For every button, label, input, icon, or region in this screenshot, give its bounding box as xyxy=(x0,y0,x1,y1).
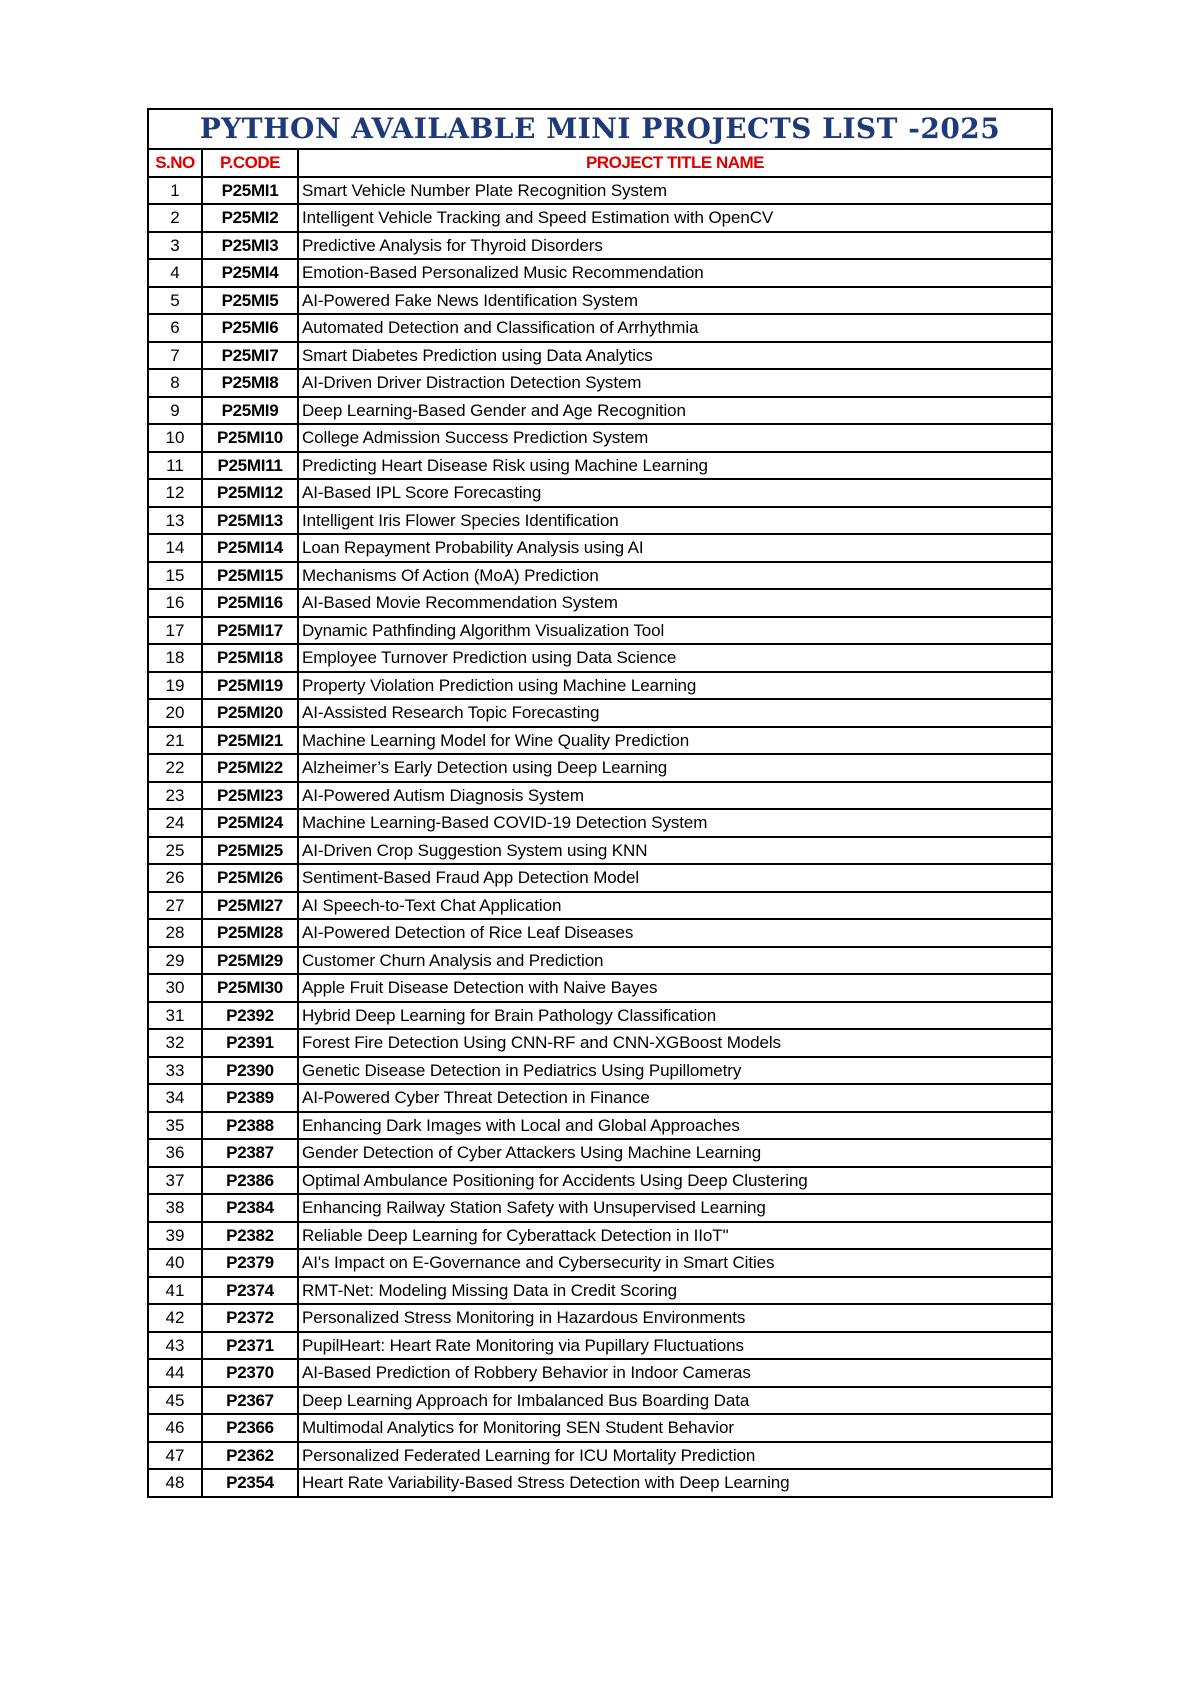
row-project-code: P25MI21 xyxy=(202,727,298,755)
row-sno: 15 xyxy=(148,562,202,590)
row-sno: 22 xyxy=(148,754,202,782)
row-project-code: P25MI11 xyxy=(202,452,298,480)
row-sno: 36 xyxy=(148,1139,202,1167)
table-row xyxy=(148,342,1052,370)
row-project-title: AI-Driven Crop Suggestion System using KNN xyxy=(298,837,1052,865)
table-row xyxy=(148,479,1052,507)
table-row xyxy=(148,1057,1052,1085)
row-project-code: P25MI12 xyxy=(202,479,298,507)
row-sno: 16 xyxy=(148,589,202,617)
row-project-title: Mechanisms Of Action (MoA) Prediction xyxy=(298,562,1052,590)
row-project-code: P2384 xyxy=(202,1194,298,1222)
row-project-code: P25MI5 xyxy=(202,287,298,315)
row-sno: 48 xyxy=(148,1469,202,1497)
row-project-title: Employee Turnover Prediction using Data Science xyxy=(298,644,1052,672)
row-project-title: Predicting Heart Disease Risk using Machine Learning xyxy=(298,452,1052,480)
row-sno: 32 xyxy=(148,1029,202,1057)
row-project-code: P25MI24 xyxy=(202,809,298,837)
row-project-code: P25MI19 xyxy=(202,672,298,700)
row-project-code: P2374 xyxy=(202,1277,298,1305)
row-sno: 46 xyxy=(148,1414,202,1442)
row-sno: 28 xyxy=(148,919,202,947)
table-row xyxy=(148,727,1052,755)
title-row xyxy=(148,109,1052,149)
row-project-title: Automated Detection and Classification of Arrhythmia xyxy=(298,314,1052,342)
row-project-title: Genetic Disease Detection in Pediatrics Using Pupillometry xyxy=(298,1057,1052,1085)
row-project-code: P2391 xyxy=(202,1029,298,1057)
row-project-title: Intelligent Vehicle Tracking and Speed Estimation with OpenCV xyxy=(298,204,1052,232)
table-row xyxy=(148,1414,1052,1442)
row-project-title: Predictive Analysis for Thyroid Disorders xyxy=(298,232,1052,260)
row-project-title: Machine Learning-Based COVID-19 Detection System xyxy=(298,809,1052,837)
row-sno: 42 xyxy=(148,1304,202,1332)
row-sno: 11 xyxy=(148,452,202,480)
table-row xyxy=(148,424,1052,452)
row-project-title: Intelligent Iris Flower Species Identification xyxy=(298,507,1052,535)
table-row xyxy=(148,1249,1052,1277)
row-sno: 45 xyxy=(148,1387,202,1415)
row-project-code: P25MI18 xyxy=(202,644,298,672)
page-title: PYTHON AVAILABLE MINI PROJECTS LIST -2025 xyxy=(148,109,1052,149)
row-project-title: AI-Based Movie Recommendation System xyxy=(298,589,1052,617)
row-project-code: P25MI2 xyxy=(202,204,298,232)
row-sno: 18 xyxy=(148,644,202,672)
row-project-code: P25MI10 xyxy=(202,424,298,452)
row-project-code: P25MI29 xyxy=(202,947,298,975)
row-sno: 33 xyxy=(148,1057,202,1085)
row-sno: 2 xyxy=(148,204,202,232)
table-row xyxy=(148,1002,1052,1030)
row-project-title: Deep Learning Approach for Imbalanced Bus Boarding Data xyxy=(298,1387,1052,1415)
row-sno: 12 xyxy=(148,479,202,507)
row-project-title: Emotion-Based Personalized Music Recommendation xyxy=(298,259,1052,287)
table-row xyxy=(148,782,1052,810)
row-project-title: PupilHeart: Heart Rate Monitoring via Pupillary Fluctuations xyxy=(298,1332,1052,1360)
row-project-code: P25MI22 xyxy=(202,754,298,782)
row-project-title: Optimal Ambulance Positioning for Accidents Using Deep Clustering xyxy=(298,1167,1052,1195)
row-sno: 25 xyxy=(148,837,202,865)
table-row xyxy=(148,232,1052,260)
table-row xyxy=(148,1469,1052,1497)
row-project-code: P25MI4 xyxy=(202,259,298,287)
row-sno: 7 xyxy=(148,342,202,370)
row-project-code: P2386 xyxy=(202,1167,298,1195)
row-project-code: P2372 xyxy=(202,1304,298,1332)
table-row xyxy=(148,204,1052,232)
row-sno: 41 xyxy=(148,1277,202,1305)
row-sno: 35 xyxy=(148,1112,202,1140)
row-project-title: Heart Rate Variability-Based Stress Detection with Deep Learning xyxy=(298,1469,1052,1497)
table-row xyxy=(148,287,1052,315)
row-project-code: P2388 xyxy=(202,1112,298,1140)
row-project-code: P2362 xyxy=(202,1442,298,1470)
row-project-title: AI-Powered Detection of Rice Leaf Diseases xyxy=(298,919,1052,947)
row-project-title: Alzheimer’s Early Detection using Deep Learning xyxy=(298,754,1052,782)
table-row xyxy=(148,864,1052,892)
row-project-title: Customer Churn Analysis and Prediction xyxy=(298,947,1052,975)
table-row xyxy=(148,259,1052,287)
row-project-title: Enhancing Dark Images with Local and Global Approaches xyxy=(298,1112,1052,1140)
row-sno: 26 xyxy=(148,864,202,892)
row-project-code: P2382 xyxy=(202,1222,298,1250)
table-row xyxy=(148,919,1052,947)
table-row xyxy=(148,809,1052,837)
row-project-title: Property Violation Prediction using Machine Learning xyxy=(298,672,1052,700)
table-row xyxy=(148,1084,1052,1112)
table-row xyxy=(148,947,1052,975)
row-sno: 5 xyxy=(148,287,202,315)
row-sno: 40 xyxy=(148,1249,202,1277)
row-project-code: P2366 xyxy=(202,1414,298,1442)
row-project-title: AI-Powered Fake News Identification System xyxy=(298,287,1052,315)
row-sno: 44 xyxy=(148,1359,202,1387)
row-project-title: AI-Driven Driver Distraction Detection System xyxy=(298,369,1052,397)
table-row xyxy=(148,534,1052,562)
table-row xyxy=(148,177,1052,205)
row-project-title: AI Speech-to-Text Chat Application xyxy=(298,892,1052,920)
column-header-title: PROJECT TITLE NAME xyxy=(298,149,1052,177)
row-project-code: P25MI20 xyxy=(202,699,298,727)
row-sno: 6 xyxy=(148,314,202,342)
row-sno: 20 xyxy=(148,699,202,727)
row-sno: 39 xyxy=(148,1222,202,1250)
table-row xyxy=(148,1222,1052,1250)
row-sno: 13 xyxy=(148,507,202,535)
table-row xyxy=(148,1442,1052,1470)
column-header-code: P.CODE xyxy=(202,149,298,177)
row-project-code: P2379 xyxy=(202,1249,298,1277)
table-row xyxy=(148,1387,1052,1415)
row-project-code: P25MI14 xyxy=(202,534,298,562)
row-project-code: P25MI6 xyxy=(202,314,298,342)
row-project-code: P2354 xyxy=(202,1469,298,1497)
row-project-title: Gender Detection of Cyber Attackers Using Machine Learning xyxy=(298,1139,1052,1167)
row-sno: 31 xyxy=(148,1002,202,1030)
row-project-title: AI-Based IPL Score Forecasting xyxy=(298,479,1052,507)
table-row xyxy=(148,397,1052,425)
row-sno: 24 xyxy=(148,809,202,837)
row-project-title: RMT-Net: Modeling Missing Data in Credit Scoring xyxy=(298,1277,1052,1305)
row-sno: 47 xyxy=(148,1442,202,1470)
table-row xyxy=(148,837,1052,865)
row-project-title: Multimodal Analytics for Monitoring SEN Student Behavior xyxy=(298,1414,1052,1442)
row-project-title: Apple Fruit Disease Detection with Naive Bayes xyxy=(298,974,1052,1002)
row-project-title: Hybrid Deep Learning for Brain Pathology Classification xyxy=(298,1002,1052,1030)
row-sno: 1 xyxy=(148,177,202,205)
row-project-title: AI-Assisted Research Topic Forecasting xyxy=(298,699,1052,727)
row-project-code: P2387 xyxy=(202,1139,298,1167)
row-project-code: P25MI25 xyxy=(202,837,298,865)
table-row xyxy=(148,452,1052,480)
table-row xyxy=(148,699,1052,727)
table-row xyxy=(148,1029,1052,1057)
row-project-title: Deep Learning-Based Gender and Age Recognition xyxy=(298,397,1052,425)
row-project-code: P25MI30 xyxy=(202,974,298,1002)
row-project-title: Dynamic Pathfinding Algorithm Visualization Tool xyxy=(298,617,1052,645)
row-project-code: P2367 xyxy=(202,1387,298,1415)
header-row xyxy=(148,149,1052,177)
table-row xyxy=(148,562,1052,590)
table-row xyxy=(148,314,1052,342)
row-project-code: P25MI17 xyxy=(202,617,298,645)
table-row xyxy=(148,1332,1052,1360)
row-project-title: AI's Impact on E-Governance and Cybersecurity in Smart Cities xyxy=(298,1249,1052,1277)
row-project-code: P25MI8 xyxy=(202,369,298,397)
row-project-code: P2390 xyxy=(202,1057,298,1085)
table-row xyxy=(148,892,1052,920)
row-project-code: P25MI16 xyxy=(202,589,298,617)
row-project-title: AI-Powered Cyber Threat Detection in Finance xyxy=(298,1084,1052,1112)
row-project-title: Smart Vehicle Number Plate Recognition System xyxy=(298,177,1052,205)
table-row xyxy=(148,617,1052,645)
row-project-code: P25MI28 xyxy=(202,919,298,947)
row-sno: 17 xyxy=(148,617,202,645)
row-project-title: Personalized Stress Monitoring in Hazardous Environments xyxy=(298,1304,1052,1332)
table-row xyxy=(148,1139,1052,1167)
table-row xyxy=(148,1359,1052,1387)
row-project-code: P25MI23 xyxy=(202,782,298,810)
row-sno: 29 xyxy=(148,947,202,975)
table-row xyxy=(148,644,1052,672)
row-project-title: Personalized Federated Learning for ICU Mortality Prediction xyxy=(298,1442,1052,1470)
row-sno: 43 xyxy=(148,1332,202,1360)
row-project-code: P25MI9 xyxy=(202,397,298,425)
table-row xyxy=(148,507,1052,535)
row-project-title: College Admission Success Prediction System xyxy=(298,424,1052,452)
row-sno: 21 xyxy=(148,727,202,755)
row-sno: 8 xyxy=(148,369,202,397)
table-row xyxy=(148,672,1052,700)
row-project-code: P2392 xyxy=(202,1002,298,1030)
table-row xyxy=(148,754,1052,782)
row-sno: 27 xyxy=(148,892,202,920)
row-project-title: Machine Learning Model for Wine Quality Prediction xyxy=(298,727,1052,755)
row-project-title: Smart Diabetes Prediction using Data Analytics xyxy=(298,342,1052,370)
table-row xyxy=(148,1112,1052,1140)
row-project-title: Reliable Deep Learning for Cyberattack Detection in IIoT" xyxy=(298,1222,1052,1250)
table-row xyxy=(148,1194,1052,1222)
row-sno: 4 xyxy=(148,259,202,287)
table-row xyxy=(148,1304,1052,1332)
row-project-code: P25MI1 xyxy=(202,177,298,205)
row-project-code: P2371 xyxy=(202,1332,298,1360)
row-sno: 9 xyxy=(148,397,202,425)
table-row xyxy=(148,589,1052,617)
row-project-code: P25MI27 xyxy=(202,892,298,920)
row-sno: 3 xyxy=(148,232,202,260)
row-sno: 34 xyxy=(148,1084,202,1112)
row-sno: 38 xyxy=(148,1194,202,1222)
row-project-code: P25MI7 xyxy=(202,342,298,370)
row-sno: 19 xyxy=(148,672,202,700)
row-sno: 30 xyxy=(148,974,202,1002)
row-project-code: P25MI3 xyxy=(202,232,298,260)
row-project-title: Forest Fire Detection Using CNN-RF and CNN-XGBoost Models xyxy=(298,1029,1052,1057)
row-sno: 37 xyxy=(148,1167,202,1195)
row-sno: 10 xyxy=(148,424,202,452)
row-project-title: AI-Powered Autism Diagnosis System xyxy=(298,782,1052,810)
row-project-code: P2370 xyxy=(202,1359,298,1387)
row-project-code: P25MI15 xyxy=(202,562,298,590)
row-project-title: AI-Based Prediction of Robbery Behavior in Indoor Cameras xyxy=(298,1359,1052,1387)
projects-table xyxy=(147,108,1053,1498)
row-sno: 14 xyxy=(148,534,202,562)
row-project-code: P25MI26 xyxy=(202,864,298,892)
table-row xyxy=(148,1167,1052,1195)
row-project-title: Loan Repayment Probability Analysis using AI xyxy=(298,534,1052,562)
table-row xyxy=(148,974,1052,1002)
column-header-sno: S.NO xyxy=(148,149,202,177)
row-project-code: P2389 xyxy=(202,1084,298,1112)
table-row xyxy=(148,369,1052,397)
row-sno: 23 xyxy=(148,782,202,810)
table-row xyxy=(148,1277,1052,1305)
row-project-title: Sentiment-Based Fraud App Detection Model xyxy=(298,864,1052,892)
row-project-title: Enhancing Railway Station Safety with Unsupervised Learning xyxy=(298,1194,1052,1222)
row-project-code: P25MI13 xyxy=(202,507,298,535)
